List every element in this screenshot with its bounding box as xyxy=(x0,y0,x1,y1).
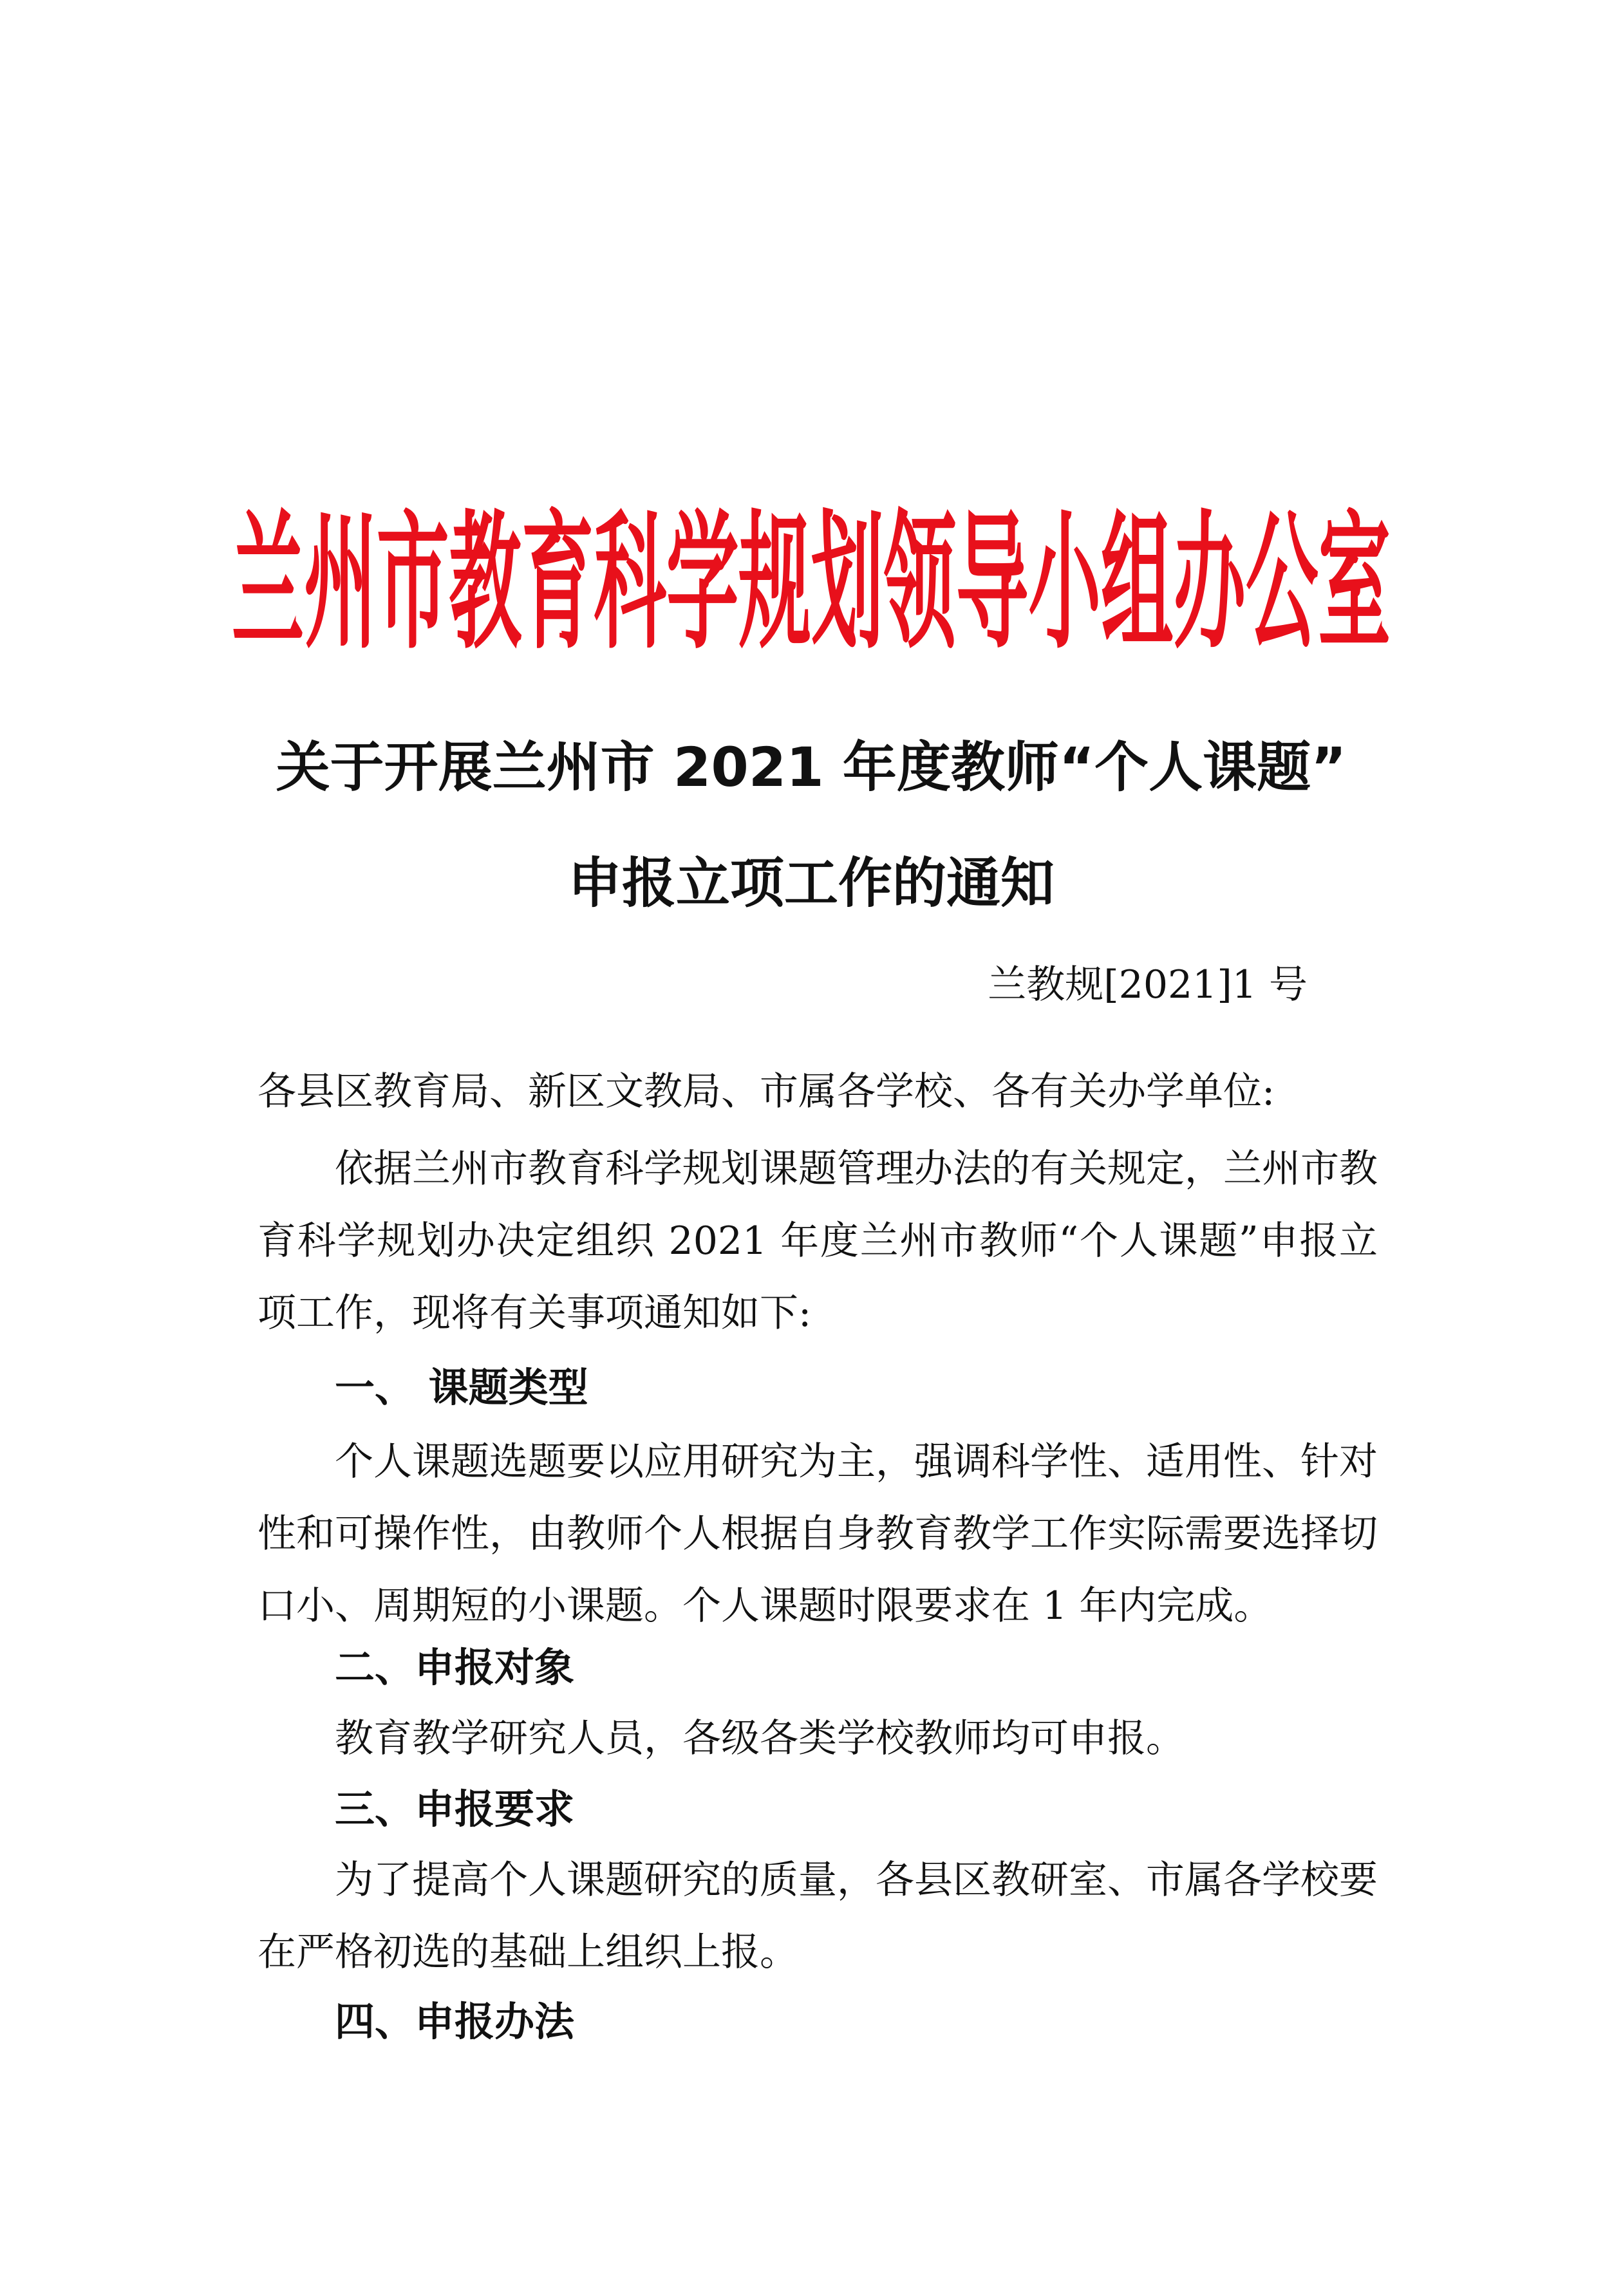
notice-title-line-2: 申报立项工作的通知 xyxy=(567,852,1055,915)
masthead xyxy=(232,489,1391,669)
section-text-2: 教育教学研究人员，各级各类学校教师均可申报。 xyxy=(335,1716,1185,1761)
masthead-title: 兰州市教育科学规划领导小组办公室 xyxy=(232,498,1391,669)
salutation: 各县区教育局、新区文教局、市属各学校、各有关办学单位: xyxy=(258,1069,1275,1114)
document-number: 兰教规[2021]1 号 xyxy=(988,962,1308,1007)
intro-paragraph: 依据兰州市教育科学规划课题管理办法的有关规定，兰州市教育科学规划办决定组织 2021 年度兰州市教师“个人课题”申报立项工作，现将有关事项通知如下: xyxy=(258,1146,1378,1336)
masthead-svg xyxy=(232,489,1391,669)
section-text-3: 为了提高个人课题研究的质量，各县区教研室、市属各学校要在严格初选的基础上组织上报。 xyxy=(258,1858,1378,1975)
section-heading-1: 一、 课题类型 xyxy=(335,1364,588,1411)
notice-title-line-1: 关于开展兰州市 2021 年度教师“个人课题” xyxy=(276,736,1347,799)
section-heading-3: 三、申报要求 xyxy=(335,1786,575,1833)
section-heading-2: 二、申报对象 xyxy=(335,1644,575,1691)
section-heading-4: 四、申报办法 xyxy=(335,1998,575,2045)
section-text-1: 个人课题选题要以应用研究为主，强调科学性、适用性、针对性和可操作性，由教师个人根据自身教育教学工作实际需要选择切口小、周期短的小课题。个人课题时限要求在 1 年内完成。 xyxy=(258,1439,1378,1629)
